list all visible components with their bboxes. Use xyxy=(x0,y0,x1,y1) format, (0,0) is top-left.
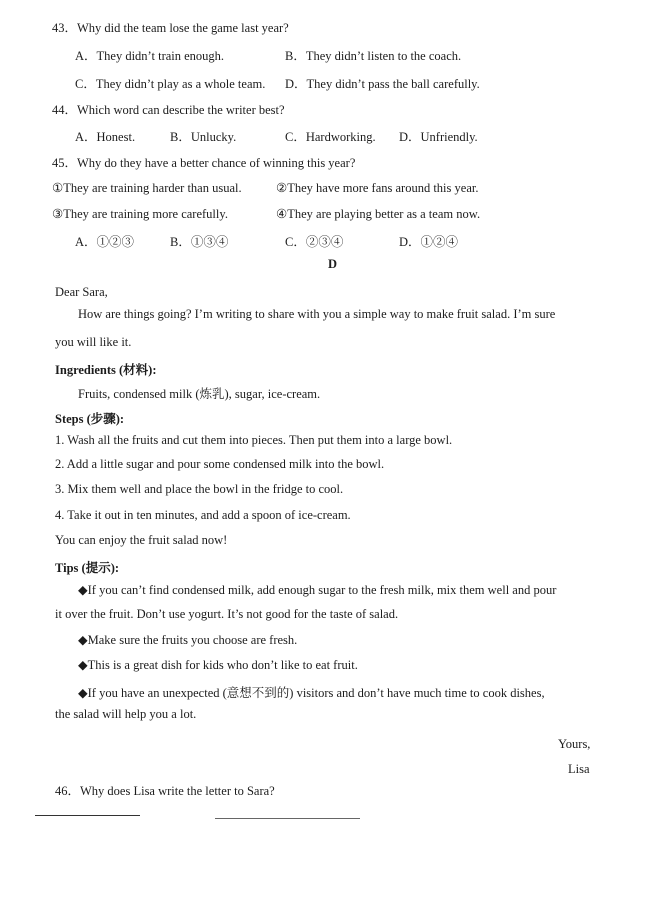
step-2: 2. Add a little sugar and pour some condensed milk into the bowl. xyxy=(55,457,385,471)
letter-signature: Lisa xyxy=(568,762,590,776)
tip-3: ◆This is a great dish for kids who don’t like to eat fruit. xyxy=(78,658,358,672)
q45-option-c: C．②③④ xyxy=(285,235,344,249)
letter-intro-line-2: you will like it. xyxy=(55,335,132,349)
tip-1-line-2: it over the fruit. Don’t use yogurt. It’s not good for the taste of salad. xyxy=(55,607,399,621)
letter-closing: Yours, xyxy=(558,737,591,751)
ingredients-list: Fruits, condensed milk (炼乳), sugar, ice-cream. xyxy=(78,387,321,401)
q45-option-d: D．①②④ xyxy=(399,235,459,249)
q43-option-c: C．They didn’t play as a whole team. xyxy=(75,77,266,91)
step-1: 1. Wash all the fruits and cut them into pieces. Then put them into a large bowl. xyxy=(55,433,453,447)
q45-statement-4: ④They are playing better as a team now. xyxy=(276,207,481,221)
q45-statement-3: ③They are training more carefully. xyxy=(52,207,228,221)
question-44: 44．Which word can describe the writer best? xyxy=(52,103,285,117)
tip-4-line-2: the salad will help you a lot. xyxy=(55,707,197,721)
section-label: D xyxy=(328,257,338,271)
tip-4-line-1: ◆If you have an unexpected (意想不到的) visitors and don’t have much time to cook dishes, xyxy=(78,686,545,700)
answer-line-left xyxy=(35,815,140,816)
tip-2: ◆Make sure the fruits you choose are fresh. xyxy=(78,633,298,647)
q45-statement-1: ①They are training harder than usual. xyxy=(52,181,242,195)
q44-option-d: D．Unfriendly. xyxy=(399,130,478,144)
ingredients-heading: Ingredients (材料): xyxy=(55,363,157,377)
enjoy-line: You can enjoy the fruit salad now! xyxy=(55,533,228,547)
q44-option-c: C．Hardworking. xyxy=(285,130,376,144)
q43-option-a: A．They didn’t train enough. xyxy=(75,49,225,63)
q44-option-a: A．Honest. xyxy=(75,130,136,144)
question-45: 45．Why do they have a better chance of winning this year? xyxy=(52,156,356,170)
question-46: 46．Why does Lisa write the letter to Sara? xyxy=(55,784,275,798)
answer-line-middle xyxy=(215,818,360,819)
letter-intro-line-1: How are things going? I’m writing to share with you a simple way to make fruit salad. I’m sure xyxy=(78,307,556,321)
q45-option-b: B．①③④ xyxy=(170,235,229,249)
q44-option-b: B．Unlucky. xyxy=(170,130,237,144)
q43-option-d: D．They didn’t pass the ball carefully. xyxy=(285,77,480,91)
letter-greeting: Dear Sara, xyxy=(55,285,108,299)
tip-1-line-1: ◆If you can’t find condensed milk, add enough sugar to the fresh milk, mix them well and pour xyxy=(78,583,557,597)
q43-option-b: B．They didn’t listen to the coach. xyxy=(285,49,462,63)
step-3: 3. Mix them well and place the bowl in the fridge to cool. xyxy=(55,482,344,496)
question-43: 43．Why did the team lose the game last year? xyxy=(52,21,289,35)
tips-heading: Tips (提示): xyxy=(55,561,120,575)
q45-option-a: A．①②③ xyxy=(75,235,135,249)
step-4: 4. Take it out in ten minutes, and add a spoon of ice-cream. xyxy=(55,508,351,522)
steps-heading: Steps (步骤): xyxy=(55,412,125,426)
q45-statement-2: ②They have more fans around this year. xyxy=(276,181,479,195)
